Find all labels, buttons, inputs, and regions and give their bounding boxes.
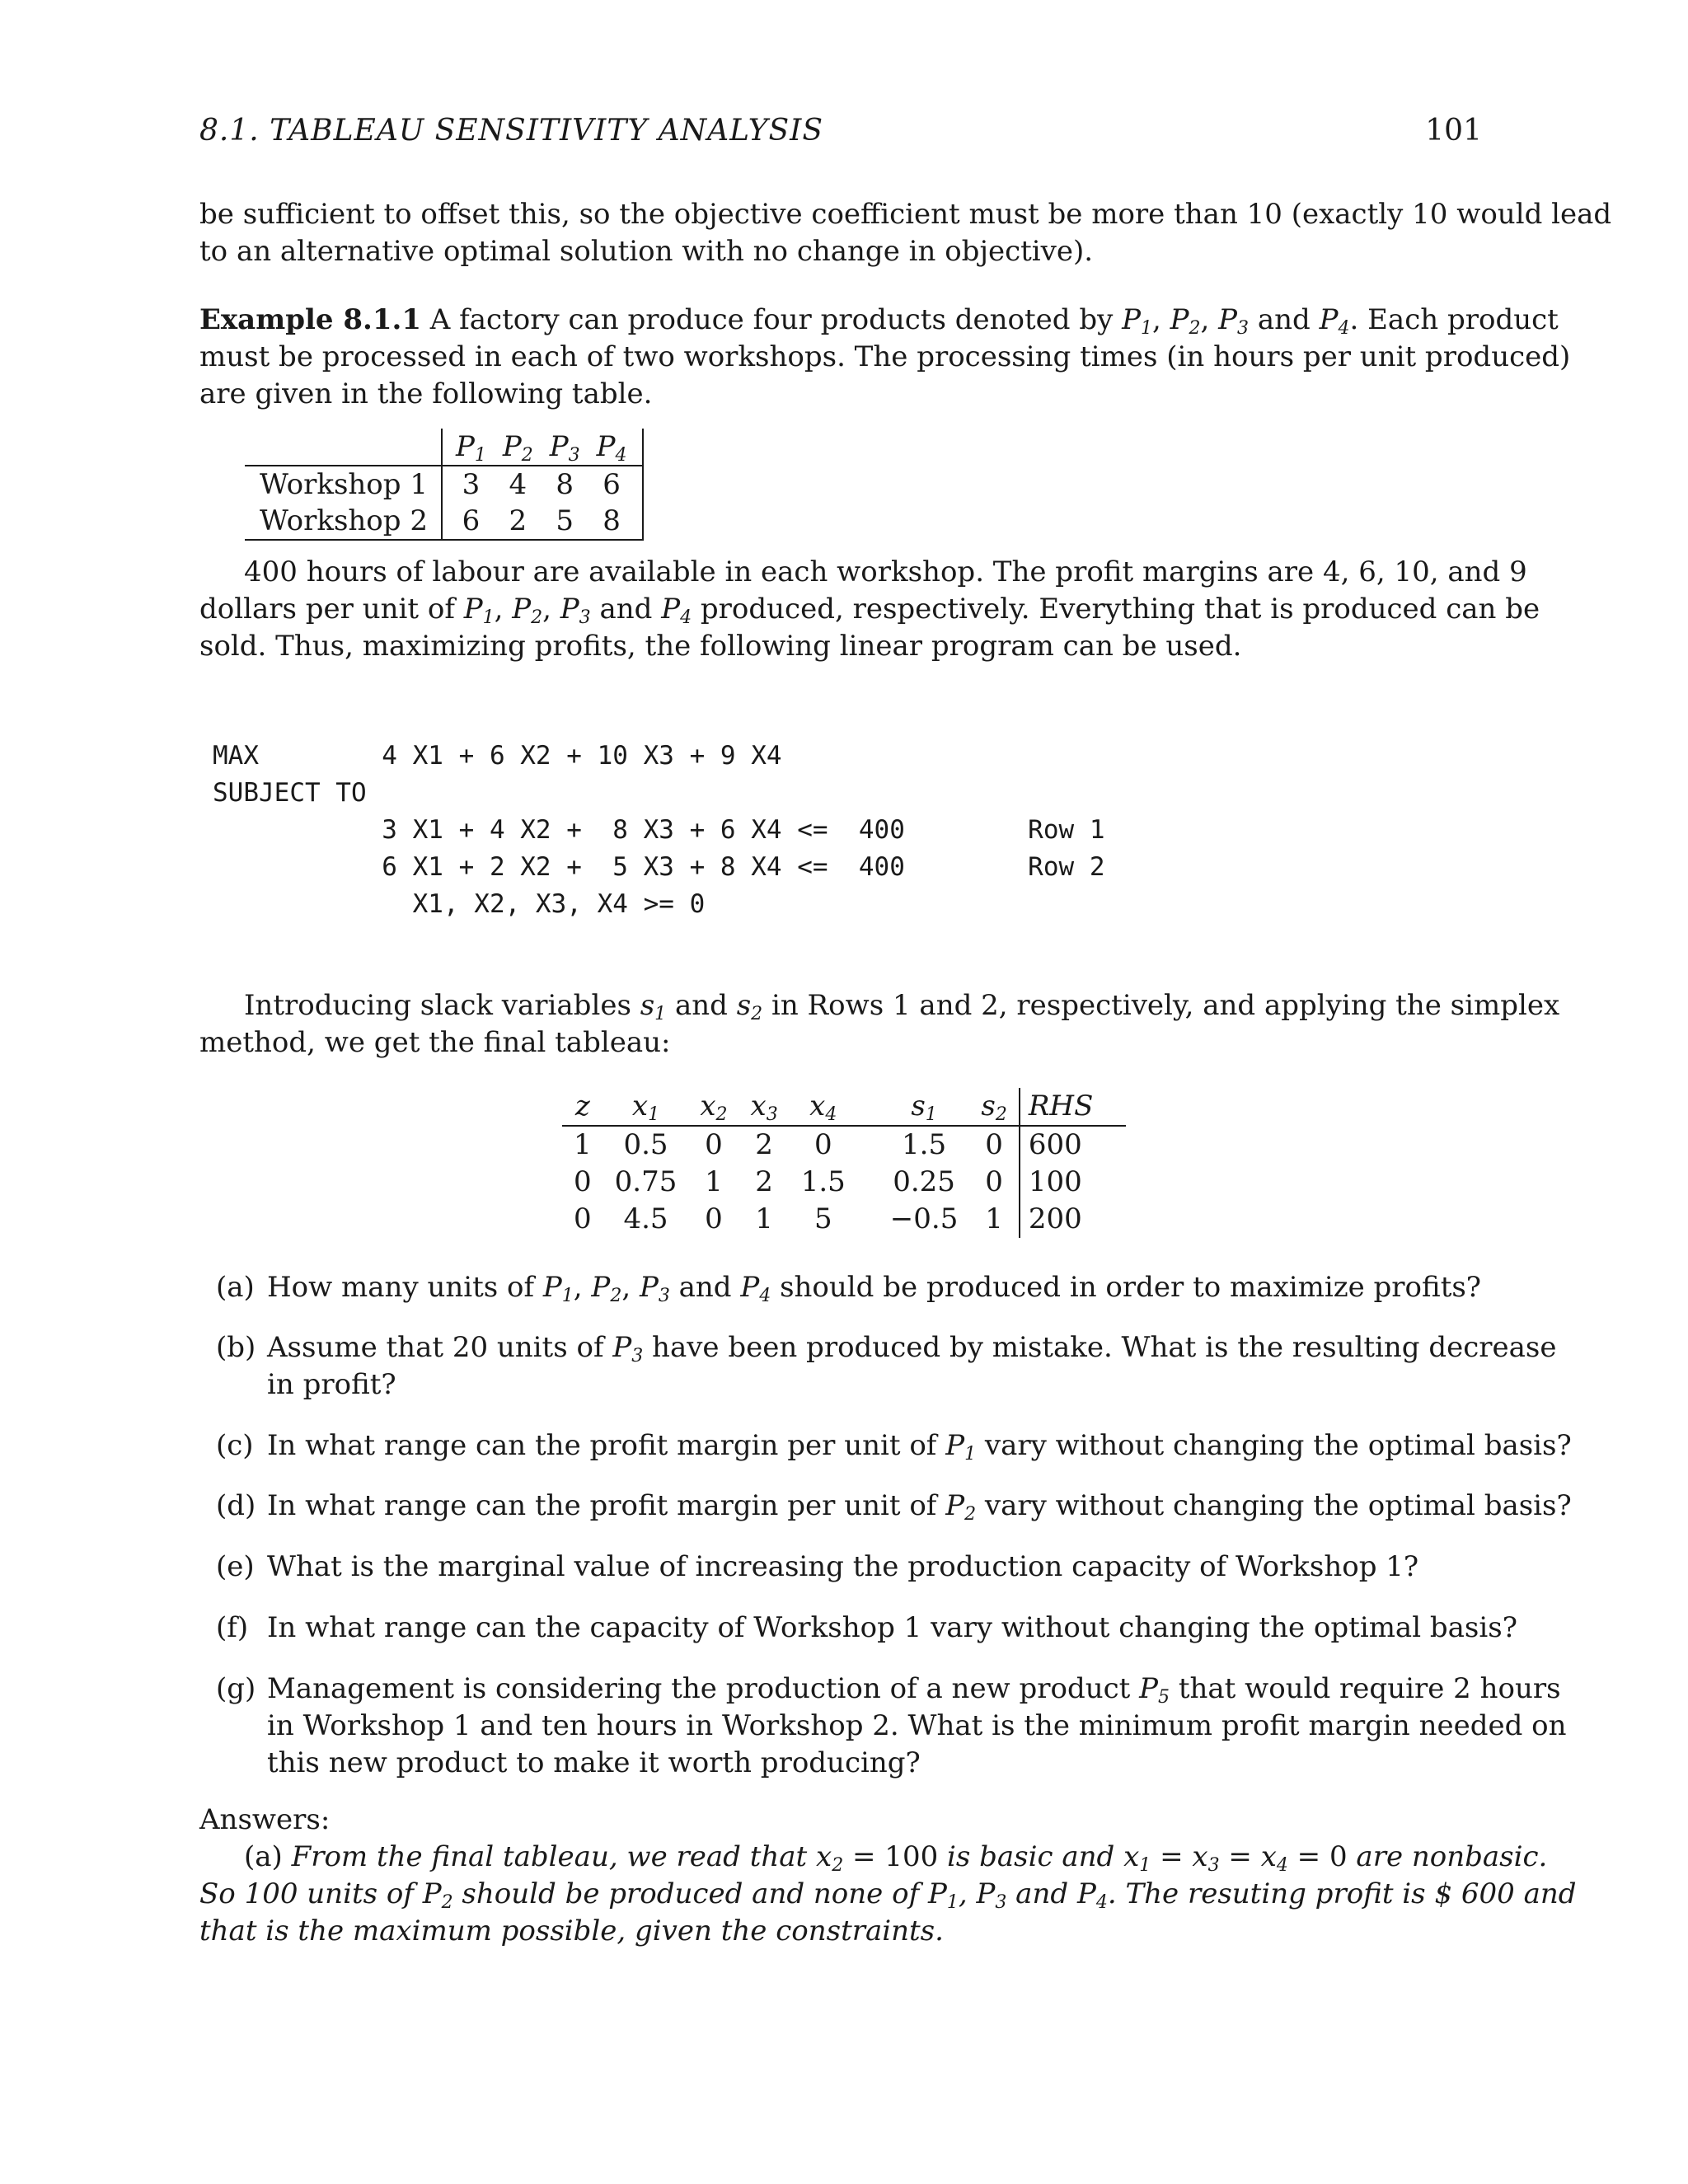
tableau-cell: 0 [574,1202,592,1235]
processing-time-table [245,429,644,541]
tableau-row [562,1201,1126,1238]
answer-line: (a) From the final tableau, we read that $x_2 = 100$ is basic and $x_1 = x_3 = x_4 = 0$ are nonbasic. [244,1840,1548,1876]
tableau-header: z [562,1088,603,1126]
table-cell: 6 [588,466,643,503]
question-label: (e) [216,1550,255,1583]
table-cell: 8 [542,466,588,503]
table-cell: 6 [442,503,495,540]
question-text: Management is considering the production of a new product $P_5$ that would require 2 hours in Workshop 1 and ten hours in Workshop 2. What is the minimum profit margin needed on this new product to make it worth producing? [267,1672,1567,1779]
tableau-cell: 0 [705,1202,723,1235]
code-line: 6 X1 + 2 X2 + 5 X3 + 8 X4 <= 400 Row 2 [213,852,1105,882]
question-label: (a) [216,1271,255,1304]
table-cell: 8 [588,503,643,540]
question-text: In what range can the profit margin per unit of $P_1$ vary without changing the optimal basis? [267,1429,1572,1465]
tableau-cell: 1.5 [800,1165,846,1198]
tableau-cell: 0.25 [893,1165,955,1198]
tableau-cell: 2 [755,1165,773,1198]
text-line: Introducing slack variables $s_1$ and $s_2$ in Rows 1 and 2, respectively, and applying the simplex [244,989,1560,1024]
tableau-cell: 2 [755,1128,773,1161]
tableau-cell: 0 [574,1165,592,1198]
tableau-header: $x_4$ [790,1088,857,1126]
tableau-cell: 100 [1020,1164,1127,1201]
tableau-header: $s_2$ [969,1088,1019,1126]
text-line: Example 8.1.1 A factory can produce four products denoted by $P_1$, $P_2$, $P_3$ and $P_4$. Each product [199,303,1559,339]
table-corner-cell [245,429,442,466]
table-cell: 3 [442,466,495,503]
tableau-row [562,1164,1126,1201]
text-line: be sufficient to offset this, so the objective coefficient must be more than 10 (exactly 10 would lead [199,198,1612,231]
tableau-header: $x_1$ [603,1088,689,1126]
linear-program-code [213,738,1105,923]
tableau-cell: 0 [985,1128,1003,1161]
intro-paragraph [199,196,1612,270]
question-text: In what range can the capacity of Workshop 1 vary without changing the optimal basis? [267,1611,1517,1644]
text-span: . Each product [1349,303,1559,336]
question-label: (g) [216,1672,256,1705]
row-label: Workshop 2 [245,503,442,540]
tableau-cell: 1 [574,1128,592,1161]
answer-line: that is the maximum possible, given the constraints. [199,1915,944,1947]
tableau-cell: 1.5 [902,1128,947,1161]
section-title: 8.1. TABLEAU SENSITIVITY ANALYSIS [199,114,824,148]
column-header: $P_4$ [588,429,643,466]
code-line: SUBJECT TO [213,778,367,808]
tableau-cell: 0 [814,1128,832,1161]
tableau-cell: 4.5 [623,1202,668,1235]
page-number: 101 [1425,114,1482,148]
text-line: to an alternative optimal solution with no change in objective). [199,235,1094,268]
tableau-cell: 0.5 [623,1128,668,1161]
question-text: In what range can the profit margin per unit of $P_2$ vary without changing the optimal basis? [267,1489,1572,1525]
final-tableau [562,1088,1126,1238]
table-row [245,466,643,503]
column-header: $P_1$ [442,429,495,466]
tableau-cell: 0.75 [614,1165,678,1198]
tableau-cell: 1 [705,1165,723,1198]
tableau-cell: 0 [705,1128,723,1161]
code-line: X1, X2, X3, X4 >= 0 [213,889,706,919]
tableau-cell: 1 [985,1202,1003,1235]
answer-line: So 100 units of $P_2$ should be produced and none of $P_1$, $P_3$ and $P_4$. The resuting profit is $ 600 and [199,1877,1577,1913]
tableau-header: RHS [1020,1088,1127,1126]
question-label: (c) [216,1429,254,1462]
text-line: 400 hours of labour are available in each workshop. The profit margins are 4, 6, 10, and 9 [244,555,1527,588]
table-row [245,503,643,540]
question-label: (d) [216,1489,256,1522]
code-line: 3 X1 + 4 X2 + 8 X3 + 6 X4 <= 400 Row 1 [213,815,1105,845]
answers-heading: Answers: [199,1803,331,1836]
tableau-cell: 1 [755,1202,773,1235]
column-header: $P_3$ [549,430,580,466]
example-paragraph [199,302,1571,413]
answers-section [199,1802,1577,1950]
table-header-row [245,429,643,466]
tableau-row [562,1126,1126,1164]
tableau-cell: 200 [1020,1201,1127,1238]
question-label: (b) [216,1331,256,1364]
text-line: must be processed in each of two workshops. The processing times (in hours per unit produced) [199,340,1571,373]
tableau-cell: 600 [1020,1126,1127,1164]
code-line: MAX 4 X1 + 6 X2 + 10 X3 + 9 X4 [213,741,782,771]
labour-paragraph [199,554,1540,665]
table-cell: 2 [495,503,542,540]
text-line: sold. Thus, maximizing profits, the following linear program can be used. [199,630,1242,663]
running-header [199,114,1482,155]
tableau-header: $x_2$ [688,1088,738,1126]
question-text: How many units of $P_1$, $P_2$, $P_3$ and $P_4$ should be produced in order to maximize profits? [267,1271,1482,1306]
math-p1: $P_1$ [1122,303,1153,339]
tableau-header: $s_1$ [857,1088,970,1126]
column-header: $P_2$ [502,430,533,466]
table-cell: 4 [495,466,542,503]
text-line: method, we get the final tableau: [199,1026,671,1059]
text-line: dollars per unit of $P_1$, $P_2$, $P_3$ and $P_4$ produced, respectively. Everything that is produced can be [199,593,1540,628]
text-span: A factory can produce four products denoted by [421,303,1123,336]
slack-paragraph [199,987,1560,1062]
table-cell: 5 [542,503,588,540]
question-text: What is the marginal value of increasing the production capacity of Workshop 1? [267,1550,1419,1583]
tableau-cell: −0.5 [889,1202,959,1235]
example-label: Example 8.1.1 [199,303,421,336]
tableau-header: $x_3$ [739,1088,790,1126]
row-label: Workshop 1 [245,466,442,503]
math-p4: $P_4$ [1319,303,1350,339]
question-text: Assume that 20 units of $P_3$ have been produced by mistake. What is the resulting decrease in profit? [267,1331,1557,1401]
question-label: (f) [216,1611,249,1644]
tableau-cell: 0 [985,1165,1003,1198]
text-line: are given in the following table. [199,377,653,410]
math-p3: $P_3$ [1218,303,1250,339]
tableau-cell: 5 [814,1202,832,1235]
tableau-header-row [562,1088,1126,1126]
math-p2: $P_2$ [1170,303,1201,339]
